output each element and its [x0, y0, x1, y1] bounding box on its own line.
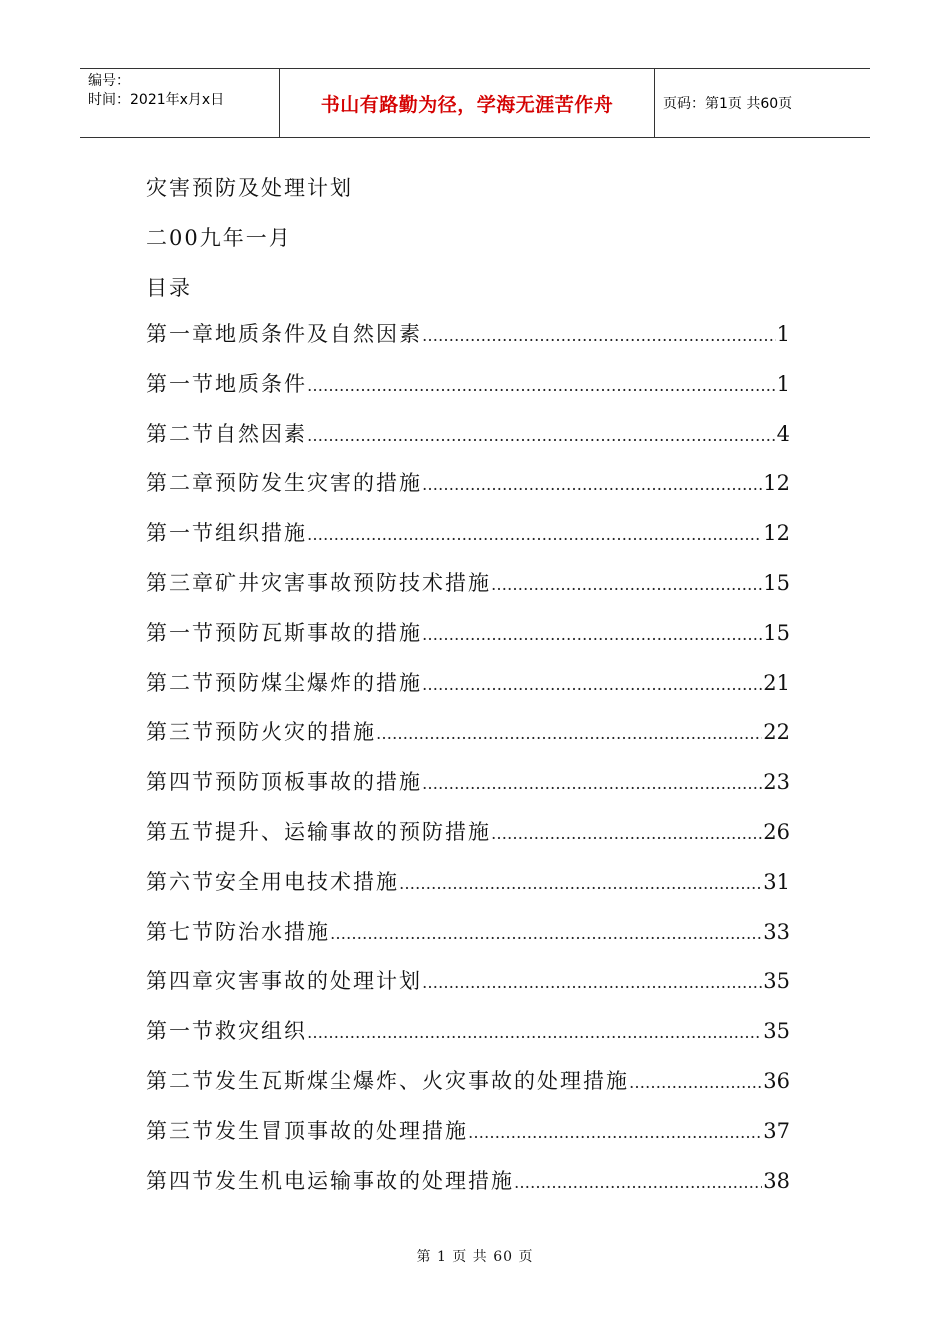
toc-entry-label: 第二节发生瓦斯煤尘爆炸、火灾事故的处理措施 [146, 1068, 629, 1093]
toc-entry[interactable] [146, 965, 790, 1015]
toc-entry[interactable] [146, 816, 790, 866]
toc-dot-leader [491, 575, 762, 594]
toc-dot-leader [422, 675, 762, 694]
toc-entry-page: 35 [763, 969, 790, 994]
document-number-label: 编号： [88, 73, 130, 89]
toc-dot-leader [491, 824, 762, 843]
toc-dot-leader [307, 1023, 762, 1042]
toc-entry-page: 37 [763, 1118, 790, 1143]
toc-entry-label: 第一节救灾组织 [146, 1019, 307, 1044]
toc-entry-page: 4 [776, 421, 790, 446]
toc-entry-label: 第四节预防顶板事故的措施 [146, 770, 422, 795]
toc-entry-label: 第四章灾害事故的处理计划 [146, 969, 422, 994]
toc-heading: 目录 [146, 276, 192, 300]
toc-dot-leader [399, 874, 762, 893]
header-motto: 书山有路勤为径，学海无涯苦作舟 [280, 69, 655, 137]
toc-dot-leader [468, 1123, 762, 1142]
toc-entry[interactable] [146, 1015, 790, 1065]
toc-entry-page: 33 [763, 919, 790, 944]
toc-entry[interactable] [146, 567, 790, 617]
toc-entry-label: 第三节预防火灾的措施 [146, 720, 376, 745]
toc-entry-label: 第三节发生冒顶事故的处理措施 [146, 1118, 468, 1143]
document-time-label: 时间：2021年x月x日 [88, 92, 225, 108]
toc-entry-page: 23 [763, 770, 790, 795]
toc-entry-page: 36 [763, 1068, 790, 1093]
toc-entry[interactable] [146, 1165, 790, 1215]
toc-entry-label: 第七节防治水措施 [146, 919, 330, 944]
toc-dot-leader [422, 326, 776, 345]
toc-entry[interactable] [146, 418, 790, 468]
toc-dot-leader [307, 376, 776, 395]
toc-entry[interactable] [146, 716, 790, 766]
toc-entry[interactable] [146, 368, 790, 418]
toc-dot-leader [629, 1073, 762, 1092]
toc-dot-leader [422, 973, 762, 992]
toc-entry-label: 第三章矿井灾害事故预防技术措施 [146, 570, 491, 595]
toc-entry[interactable] [146, 866, 790, 916]
toc-dot-leader [330, 924, 762, 943]
toc-dot-leader [422, 774, 762, 793]
toc-entry[interactable] [146, 1115, 790, 1165]
document-title: 灾害预防及处理计划 [146, 176, 353, 200]
toc-entry[interactable] [146, 667, 790, 717]
toc-entry-label: 第二节预防煤尘爆炸的措施 [146, 670, 422, 695]
toc-entry-page: 1 [776, 322, 790, 346]
toc-entry-page: 26 [763, 819, 790, 844]
toc-entry-label: 第一节组织措施 [146, 521, 307, 546]
toc-entry-label: 第一节地质条件 [146, 371, 307, 396]
document-date: 二00九年一月 [146, 226, 292, 250]
toc-entry-page: 15 [763, 570, 790, 595]
toc-dot-leader [422, 475, 762, 494]
toc-entry[interactable] [146, 916, 790, 966]
toc-dot-leader [376, 724, 762, 743]
header-page-code: 页码：第1页 共60页 [663, 96, 793, 112]
toc-entry[interactable] [146, 517, 790, 567]
toc-entry-page: 12 [763, 521, 790, 546]
header-meta [80, 69, 280, 137]
toc-dot-leader [422, 625, 762, 644]
toc-entry-label: 第五节提升、运输事故的预防措施 [146, 819, 491, 844]
page-footer: 第 1 页 共 60 页 [416, 1249, 534, 1265]
toc-entry-page: 1 [776, 371, 790, 396]
toc-entry-label: 第一章地质条件及自然因素 [146, 322, 422, 346]
toc-entry-page: 38 [763, 1168, 790, 1193]
toc-entry[interactable] [146, 617, 790, 667]
toc-dot-leader [514, 1173, 762, 1192]
toc-dot-leader [307, 426, 776, 445]
toc-entry-label: 第二节自然因素 [146, 421, 307, 446]
toc-entry-label: 第四节发生机电运输事故的处理措施 [146, 1168, 514, 1193]
toc-entry-page: 31 [763, 869, 790, 894]
toc-entry[interactable] [146, 1065, 790, 1115]
table-of-contents [146, 318, 790, 1214]
page-header [80, 68, 870, 138]
toc-entry-label: 第六节安全用电技术措施 [146, 869, 399, 894]
toc-entry-label: 第二章预防发生灾害的措施 [146, 471, 422, 496]
toc-entry-label: 第一节预防瓦斯事故的措施 [146, 620, 422, 645]
toc-entry[interactable] [146, 467, 790, 517]
toc-dot-leader [307, 525, 762, 544]
toc-entry-page: 35 [763, 1019, 790, 1044]
toc-entry-page: 12 [763, 471, 790, 496]
toc-entry-page: 15 [763, 620, 790, 645]
toc-entry-page: 21 [763, 670, 790, 695]
toc-entry[interactable] [146, 318, 790, 368]
toc-entry-page: 22 [763, 720, 790, 745]
toc-entry[interactable] [146, 766, 790, 816]
